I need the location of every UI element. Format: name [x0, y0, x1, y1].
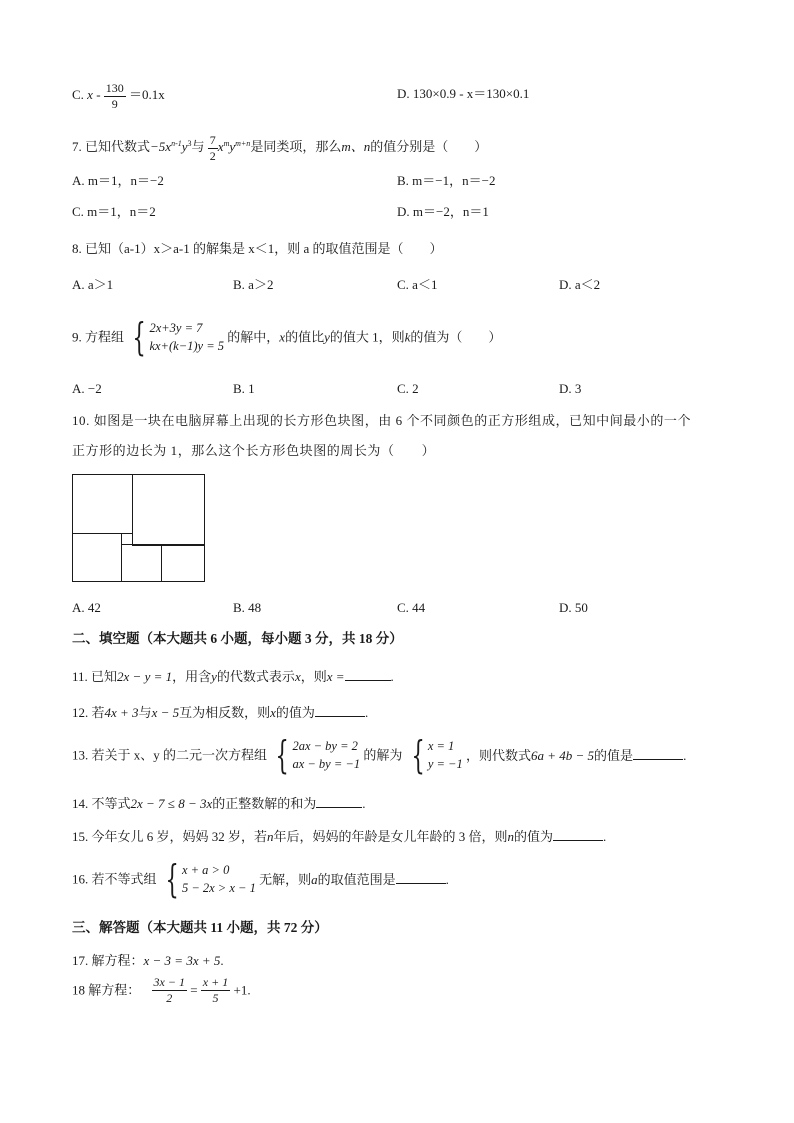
q8-option-a: A. a＞1: [72, 277, 114, 292]
q10-stem-line2: 正方形的边长为 1，那么这个长方形色块图的周长为（ ）: [72, 443, 436, 458]
q16-inequality-system: { x + a > 0 5 − 2x > x − 1: [165, 857, 256, 901]
q18: 18 解方程： $\frac{3x - 1}{2}$ = $\frac{x + 1}{5}$ +1.: [72, 975, 251, 1005]
answer-blank[interactable]: [396, 873, 446, 884]
q11: 11. 已知2x − y = 1，用含y的代数式表示x，则x = .: [72, 669, 394, 684]
q10-stem-line1: 10. 如图是一块在电脑屏幕上出现的长方形色块图，由 6 个不同颜色的正方形组成，已知中间最小的一个: [72, 413, 691, 428]
q13-equation-system: { 2ax − by = 2 ax − by = −1: [275, 733, 361, 777]
answer-blank[interactable]: [315, 706, 365, 717]
q13-solution-system: { x = 1 y = −1: [411, 733, 463, 777]
answer-blank[interactable]: [633, 749, 683, 760]
q12: 12. 若4x + 3与x − 5互为相反数，则x的值为 .: [72, 705, 369, 720]
section3-title: 三、解答题（本大题共 11 小题，共 72 分）: [72, 920, 328, 935]
square-bottom-middle: [121, 544, 162, 582]
q9-option-d: D. 3: [559, 381, 582, 396]
q8-option-c: C. a＜1: [397, 277, 438, 292]
q7-option-b: B. m＝−1，n＝−2: [397, 173, 496, 188]
q10-option-d: D. 50: [559, 600, 588, 615]
q16: 16. 若不等式组 { x + a > 0 5 − 2x > x − 1 无解，则a的取值范围是 .: [72, 857, 449, 901]
q10-rectangle-figure: [72, 474, 205, 582]
q6-option-c: C. x - $\frac{130}{9}$ ＝0.1x: [72, 81, 165, 111]
q9-option-c: C. 2: [397, 381, 419, 396]
q8-stem: 8. 已知（a-1）x＞a-1 的解集是 x＜1，则 a 的取值范围是（ ）: [72, 241, 443, 256]
q17: 17. 解方程：x − 3 = 3x + 5.: [72, 953, 224, 968]
q10-option-c: C. 44: [397, 600, 426, 615]
q7-option-c: C. m＝1，n＝2: [72, 204, 156, 219]
q10-option-b: B. 48: [233, 600, 262, 615]
answer-blank[interactable]: [316, 797, 362, 808]
q8-option-d: D. a＜2: [559, 277, 601, 292]
q8-option-b: B. a＞2: [233, 277, 274, 292]
square-top-left: [72, 474, 133, 534]
q9-equation-system: { 2x+3y = 7 kx+(k−1)y = 5: [132, 315, 225, 359]
square-bottom-right: [161, 544, 205, 582]
q9-stem: 9. 方程组 { 2x+3y = 7 kx+(k−1)y = 5 的解中，x的值比y的值大 1，则k的值为（ ）: [72, 315, 502, 359]
answer-blank[interactable]: [553, 830, 603, 841]
square-top-right: [132, 474, 205, 546]
q6-fraction: $\frac{130}{9}$: [105, 81, 124, 111]
q7-stem: 7. 已知代数式$-5x^{n-1}y^3$与 $\frac{7}{2}$ $x^my^{m+n}$是同类项，那么m、n的值分别是（ ）: [72, 133, 488, 163]
q6-option-d: D. 130×0.9 - x＝130×0.1: [397, 86, 530, 101]
q7-option-d: D. m＝−2，n＝1: [397, 204, 489, 219]
q14: 14. 不等式2x − 7 ≤ 8 − 3x的正整数解的和为 .: [72, 796, 366, 811]
square-bottom-left: [72, 533, 122, 582]
q9-option-b: B. 1: [233, 381, 255, 396]
q9-option-a: A. −2: [72, 381, 102, 396]
q13: 13. 若关于 x、y 的二元一次方程组 { 2ax − by = 2 ax − by = −1 的解为 { x = 1 y = −1 ，则代数式6a + 4b − 5的值是 .: [72, 733, 687, 777]
q10-option-a: A. 42: [72, 600, 101, 615]
section2-title: 二、填空题（本大题共 6 小题，每小题 3 分，共 18 分）: [72, 631, 403, 646]
q15: 15. 今年女儿 6 岁，妈妈 32 岁，若n年后，妈妈的年龄是女儿年龄的 3 倍，则n的值为 .: [72, 829, 607, 844]
q7-option-a: A. m＝1，n＝−2: [72, 173, 164, 188]
answer-blank[interactable]: [345, 670, 391, 681]
